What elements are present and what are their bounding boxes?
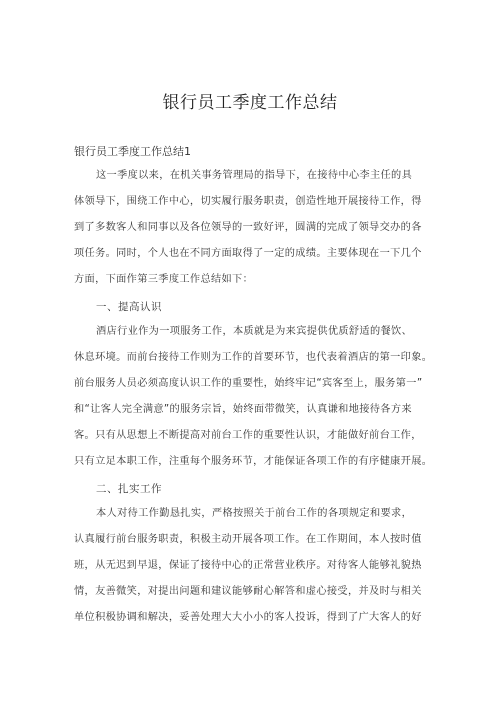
- paragraph-1-line-5: 方面，下面作第三季度工作总结如下：: [74, 274, 254, 285]
- paragraph-2-line-2: 休息环境。而前台接待工作则为工作的首要环节，也代表着酒店的第一印象。: [74, 352, 433, 363]
- paragraph-1-line-1: 这一季度以来，在机关事务管理局的指导下，在接待中心李主任的具: [96, 170, 413, 181]
- section-heading-1: 一、提高认识: [96, 301, 162, 313]
- paragraph-2-line-6: 只有立足本职工作，注重每个服务环节，才能保证各项工作的有序健康开展。: [74, 456, 433, 467]
- paragraph-2-line-1: 酒店行业作为一项服务工作，本质就是为来宾提供优质舒适的餐饮、: [96, 326, 413, 337]
- paragraph-2-line-3: 前台服务人员必须高度认识工作的重要性，始终牢记“宾客至上，服务第一”: [74, 378, 423, 389]
- paragraph-3-line-1: 本人对待工作勤恳扎实，严格按照关于前台工作的各项规定和要求，: [96, 508, 413, 519]
- document-subtitle: 银行员工季度工作总结1: [74, 145, 191, 158]
- paragraph-1-line-3: 到了多数客人和同事以及各位领导的一致好评，圆满的完成了领导交办的各: [74, 222, 422, 233]
- paragraph-3-line-2: 认真履行前台服务职责，积极主动开展各项工作。在工作期间，本人按时值: [74, 534, 422, 545]
- paragraph-2-line-5: 客。只有从思想上不断提高对前台工作的重要性认识，才能做好前台工作，: [74, 430, 422, 441]
- paragraph-3-line-3: 班，从无迟到早退，保证了接待中心的正常营业秩序。对待客人能够礼貌热: [74, 560, 422, 571]
- section-heading-2: 二、扎实工作: [96, 483, 162, 495]
- paragraph-3-line-4: 情，友善微笑，对提出问题和建议能够耐心解答和虚心接受，并及时与相关: [74, 586, 422, 597]
- document-title: 银行员工季度工作总结: [162, 93, 338, 113]
- paragraph-3-line-5: 单位积极协调和解决，妥善处理大大小小的客人投诉，得到了广大客人的好: [74, 612, 422, 623]
- paragraph-1-line-2: 体领导下，围绕工作中心，切实履行服务职责，创造性地开展接待工作，得: [74, 196, 422, 207]
- paragraph-1-line-4: 项任务。同时，个人也在不同方面取得了一定的成绩。主要体现在一下几个: [74, 248, 422, 259]
- paragraph-2-line-4: 和“让客人完全满意”的服务宗旨，始终面带微笑，认真谦和地接待各方来: [74, 404, 412, 415]
